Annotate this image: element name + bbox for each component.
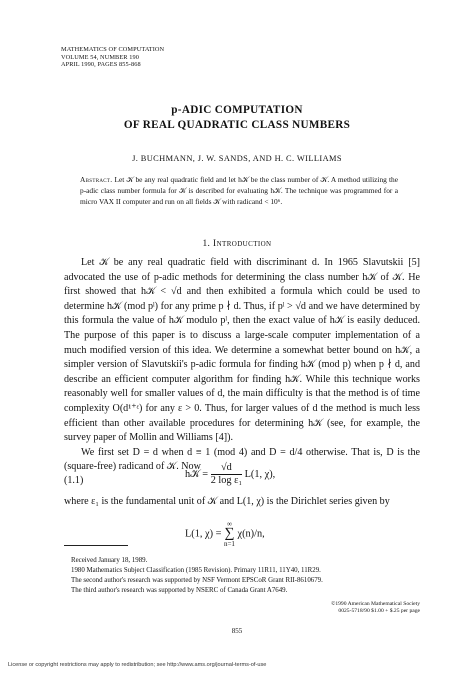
eq1-rhs: L(1, χ), [244, 468, 276, 480]
equation-number: (1.1) [64, 475, 84, 486]
after-equation-text: where ε₁ is the fundamental unit of 𝒦 and L(1, χ) is the Dirichlet series given by [64, 496, 390, 507]
license-notice: License or copyright restrictions may apply to redistribution; see http://www.ams.org/journal-terms-of-use [8, 662, 267, 668]
eq2-sum-symbol: ∑ [224, 526, 235, 541]
copyright-line2: 0025-5718/90 $1.00 + $.25 per page [338, 608, 420, 614]
eq2-lhs: L(1, χ) = [185, 528, 222, 540]
journal-header [61, 46, 164, 69]
eq1-fraction [211, 462, 242, 487]
equation-1 [185, 462, 275, 487]
copyright-notice [300, 601, 420, 615]
journal-name: MATHEMATICS OF COMPUTATION [61, 46, 165, 53]
footnote-classification: 1980 Mathematics Subject Classification (1985 Revision). Primary 11R11, 11Y40, 11R29. [71, 567, 321, 575]
authors: J. BUCHMANN, J. W. SANDS, AND H. C. WILLIAMS [132, 154, 342, 163]
abstract-label: Abstract. [80, 175, 113, 184]
paper-title-line2: OF REAL QUADRATIC CLASS NUMBERS [123, 119, 351, 131]
abstract [80, 174, 398, 208]
footnote-support-3: The third author's research was supported by NSERC of Canada Grant A7649. [71, 587, 288, 595]
paragraph-1: Let 𝒦 be any real quadratic field with discriminant d. In 1965 Slavutskii [5] advocated the use of p-adic methods for determining the class number h𝒦 of 𝒦. He first showed that h𝒦 < √d and then exhibited a formula which could be used to determine h𝒦 (mod pˡ) for any prime p ∤ d. Thus, if pˡ > √d and we have determined by this formula the value of h𝒦 modulo pˡ, then the exact value of h𝒦 is easily deduced. The purpose of this paper is to discuss a large-scale computer implementation of a much modified version of this idea. We determine a somewhat better bound on h𝒦, a simpler version of Slavutskii's p-adic formula for finding h𝒦 (mod p) when p ∤ d, and describe an efficient computer algorithm for finding h𝒦. While this technique works reasonably well for smaller values of d, the main difficulty is that the method is of time complexity O(d¹⁺ᵋ) for any ε > 0. Thus, for larger values of d the method is much less efficient than other available procedures for determining h𝒦 (see, for example, the survey paper of Mollin and Williams [4]). [64, 257, 420, 444]
eq2-rhs: χ(n)/n, [237, 528, 265, 540]
abstract-text: Let 𝒦 be any real quadratic field and let h𝒦 be the class number of 𝒦. A method utilizing the p-adic class number formula for 𝒦 is described for evaluating h𝒦. The technique was programmed for a micro VAX II computer and run on all fields 𝒦 with radicand < 10⁶. [80, 175, 398, 207]
footnote-divider [64, 545, 128, 546]
copyright-line1: ©1990 American Mathematical Society [331, 601, 420, 607]
date-pages: APRIL 1990, PAGES 855-868 [61, 61, 141, 69]
eq1-numerator: √d [211, 462, 242, 475]
section-heading: 1. Introduction [202, 239, 272, 249]
volume-info: VOLUME 54, NUMBER 190 [61, 53, 140, 61]
footnote-support-2: The second author's research was supported by NSF Vermont EPSCoR Grant RII-8610679. [71, 577, 323, 585]
equation-2 [185, 520, 265, 548]
paragraph-2: We first set D = d when d ≡ 1 (mod 4) and D = d/4 otherwise. That is, D is the (square-free) radicand of 𝒦. Now [64, 446, 420, 473]
eq2-sum-bottom: n=1 [223, 540, 235, 548]
eq2-sum [224, 520, 235, 548]
eq1-lhs: h𝒦 = [185, 468, 209, 480]
footnotes [64, 556, 420, 596]
page-number: 855 [231, 627, 243, 635]
paper-title-line1: p-ADIC COMPUTATION [171, 104, 303, 116]
eq1-denominator: 2 log ε₁ [210, 475, 243, 486]
eq2-sum-top: ∞ [226, 520, 232, 528]
footnote-received: Received January 18, 1989. [71, 557, 148, 564]
intro-body [64, 256, 420, 475]
